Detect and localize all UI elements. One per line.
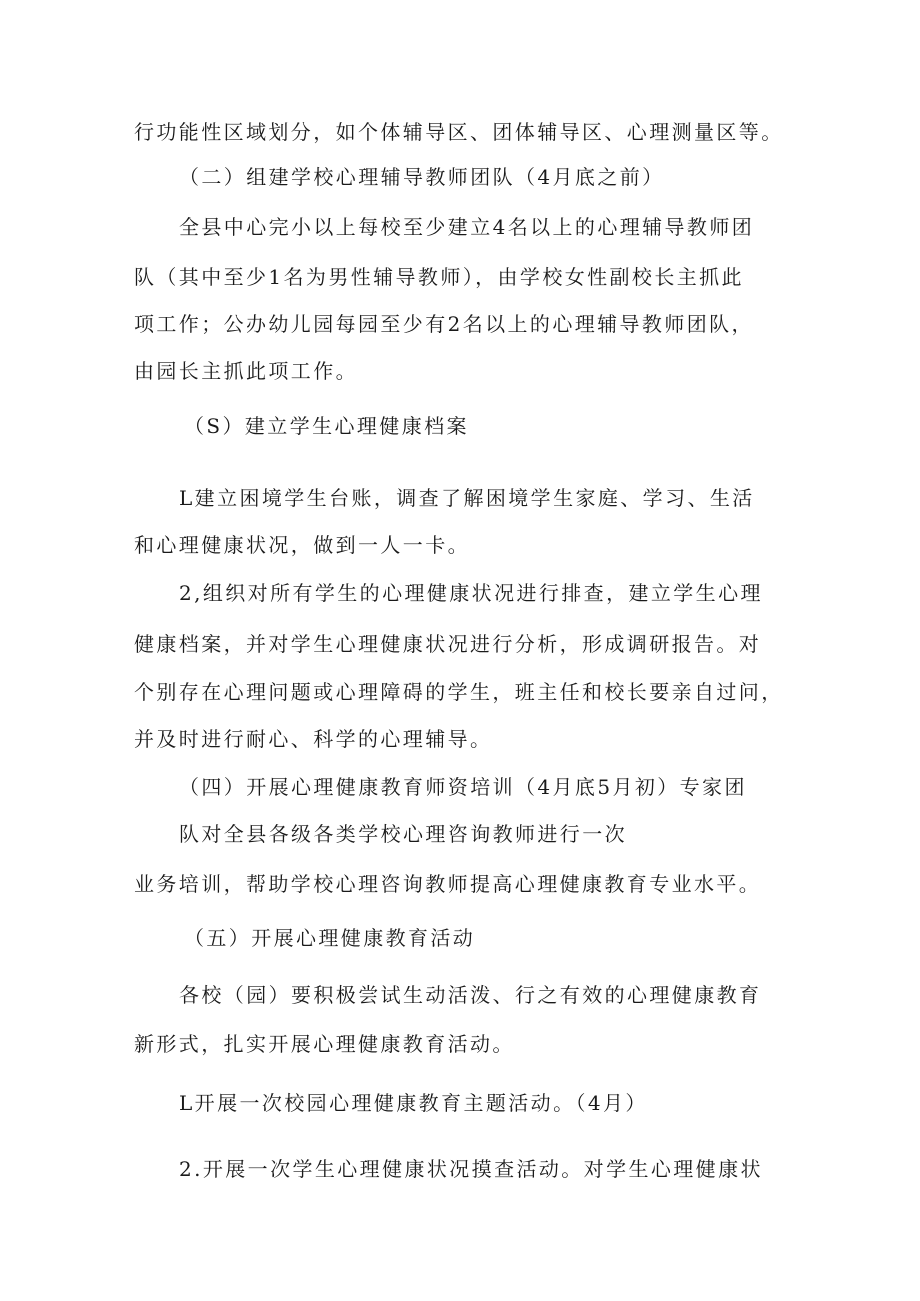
text-line-21: 2.开展一次学生心理健康状况摸查活动。对学生心理健康状 bbox=[179, 1157, 763, 1181]
text-line-16: 业务培训，帮助学校心理咨询教师提高心理健康教育专业水平。 bbox=[134, 872, 762, 896]
text-line-19: 新形式，扎实开展心理健康教育活动。 bbox=[134, 1032, 515, 1056]
text-line-13: 并及时进行耐心、科学的心理辅导。 bbox=[134, 727, 493, 751]
text-line-18: 各校（园）要积极尝试生动活泼、行之有效的心理健康教育 bbox=[179, 983, 762, 1007]
text-line-6: 由园长主抓此项工作。 bbox=[134, 359, 358, 383]
text-line-8: L建立困境学生台账，调查了解困境学生家庭、学习、生活 bbox=[179, 486, 755, 510]
section-heading-3: （S）建立学生心理健康档案 bbox=[184, 414, 469, 438]
section-heading-2: （二）组建学校心理辅导教师团队（4月底之前） bbox=[179, 165, 665, 189]
text-line-9: 和心理健康状况，做到一人一卡。 bbox=[134, 533, 470, 557]
text-line-3: 全县中心完小以上每校至少建立4名以上的心理辅导教师团 bbox=[179, 215, 755, 239]
text-line-20: L开展一次校园心理健康教育主题活动。（4月） bbox=[179, 1091, 648, 1115]
text-line-12: 个别存在心理问题或心理障碍的学生，班主任和校长要亲自过问， bbox=[134, 680, 784, 704]
text-line-5: 项工作；公办幼儿园每园至少有2名以上的心理辅导教师团队， bbox=[134, 312, 754, 336]
section-heading-4: （四）开展心理健康教育师资培训（4月底5月初）专家团 bbox=[179, 775, 747, 799]
text-line-15: 队对全县各级各类学校心理咨询教师进行一次 bbox=[179, 822, 627, 846]
section-heading-5: （五）开展心理健康教育活动 bbox=[184, 926, 476, 950]
text-line-1: 行功能性区域划分，如个体辅导区、团体辅导区、心理测量区等。 bbox=[134, 120, 784, 144]
text-line-4: 队（其中至少1名为男性辅导教师），由学校女性副校长主抓此 bbox=[134, 265, 744, 289]
text-line-11: 健康档案，并对学生心理健康状况进行分析，形成调研报告。对 bbox=[134, 632, 762, 656]
text-line-10: 2,组织对所有学生的心理健康状况进行排查，建立学生心理 bbox=[179, 581, 763, 605]
